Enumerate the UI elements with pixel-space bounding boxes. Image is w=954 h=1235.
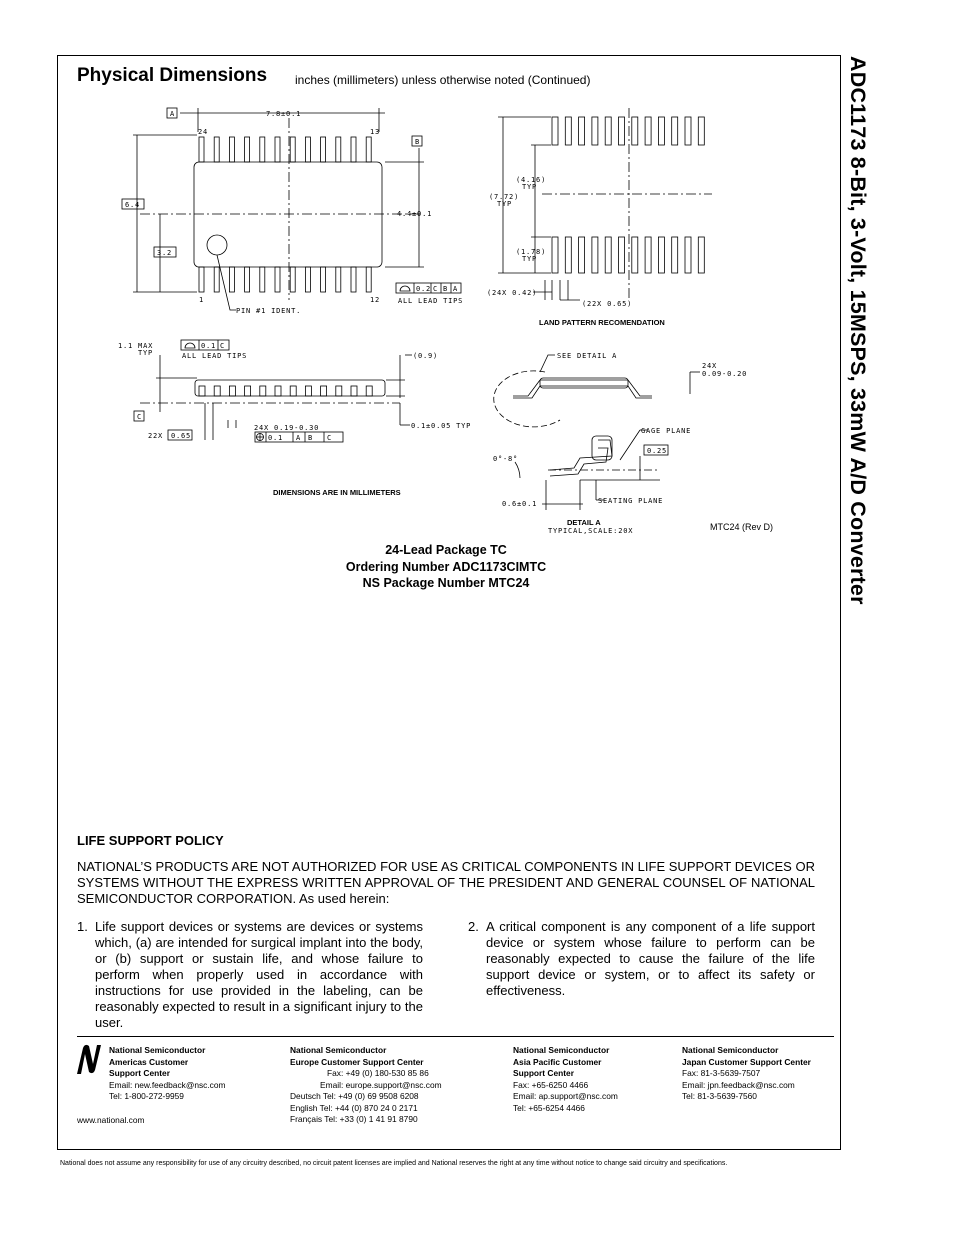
land-pad: [579, 237, 585, 273]
land-pad: [632, 237, 638, 273]
top-view-lead: [336, 137, 341, 162]
contact-europe: [290, 1045, 442, 1126]
land-7-72: (7.72): [489, 193, 520, 201]
land-pad: [672, 237, 678, 273]
website-link[interactable]: www.national.com: [77, 1115, 145, 1125]
land-typ-3: TYP: [522, 255, 538, 263]
land-pad: [658, 117, 664, 145]
europe-line-0: National Semiconductor: [290, 1045, 387, 1055]
life-support-item-1: [77, 919, 423, 1031]
datum-b-label: B: [415, 138, 421, 146]
tol-top-b: B: [443, 285, 449, 293]
end-lead-t: 24X: [702, 362, 718, 370]
package-line-1: 24-Lead Package TC: [385, 543, 507, 557]
side-tol-c: C: [220, 342, 226, 350]
package-info: [300, 542, 592, 592]
top-view-lead: [245, 267, 250, 292]
footer-divider: [77, 1036, 834, 1037]
side-view-lead: [275, 386, 281, 396]
dim-4-4: 4.4±0.1: [397, 210, 433, 218]
package-body-top-view: [194, 162, 382, 267]
asia-tel: Tel: +65-6254 4466: [513, 1102, 585, 1113]
land-pad: [565, 237, 571, 273]
land-24x: (24X 0.42): [487, 289, 538, 297]
land-22x: (22X 0.65): [582, 300, 633, 308]
top-view-lead: [245, 137, 250, 162]
side-view-lead: [229, 386, 235, 396]
land-pad: [619, 117, 625, 145]
japan-line-1: Japan Customer Support Center: [682, 1056, 811, 1067]
side-standoff: 0.1±0.05 TYP: [411, 422, 472, 430]
americas-line-2: Support Center: [109, 1068, 170, 1078]
land-pad: [672, 117, 678, 145]
package-body-end-view: [540, 378, 628, 388]
asia-fax: Fax: +65-6250 4466: [513, 1079, 589, 1090]
contact-japan: [682, 1045, 811, 1103]
side-view-lead: [199, 386, 205, 396]
life-support-body: NATIONAL’S PRODUCTS ARE NOT AUTHORIZED FOR USE AS CRITICAL COMPONENTS IN LIFE SUPPORT DEVICES OR SYSTEMS WITHOUT THE EXPRESS WRITTEN APPROVAL OF THE PRESIDENT AND GENERAL COUNSEL OF NATIONAL SEMICONDUCTOR CORPORATION. As used herein:: [77, 859, 815, 906]
side-pitch-prefix: 22X: [148, 432, 164, 440]
asia-line-2: Support Center: [513, 1068, 574, 1078]
top-view-lead: [199, 137, 204, 162]
land-pattern-title: LAND PATTERN RECOMENDATION: [539, 318, 665, 327]
americas-line-1: Americas Customer: [109, 1056, 189, 1067]
side-tol2-a: A: [296, 434, 302, 442]
contact-asia: [513, 1045, 618, 1114]
detail-gage-plane: GAGE PLANE: [641, 427, 692, 435]
top-view-lead: [366, 267, 371, 292]
europe-fax: Fax: +49 (0) 180-530 85 86: [327, 1068, 429, 1078]
side-datum-c: C: [137, 413, 143, 421]
side-tol2: 0.1: [268, 434, 284, 442]
all-lead-tips-top: ALL LEAD TIPS: [398, 297, 464, 305]
land-4-16: (4.16): [516, 176, 547, 184]
contact-americas: [109, 1045, 226, 1103]
side-view-lead: [245, 386, 251, 396]
japan-tel: Tel: 81-3-5639-7560: [682, 1091, 757, 1101]
top-view-lead: [305, 137, 310, 162]
top-view-lead: [321, 267, 326, 292]
side-tol2-c: C: [327, 434, 333, 442]
detail-lead: [550, 440, 612, 470]
land-pad: [645, 117, 651, 145]
side-max-h: 1.1 MAX: [118, 342, 154, 350]
pin1-ident-label: PIN #1 IDENT.: [236, 307, 302, 315]
detail-scale: TYPICAL,SCALE:20X: [548, 527, 634, 535]
europe-email[interactable]: Email: europe.support@nsc.com: [320, 1079, 442, 1090]
pin1-label: 1: [199, 296, 205, 304]
americas-email[interactable]: Email: new.feedback@nsc.com: [109, 1079, 226, 1090]
land-pad: [565, 117, 571, 145]
top-view-lead: [305, 267, 310, 292]
land-typ-1: TYP: [522, 183, 538, 191]
side-title: ADC1173 8-Bit, 3-Volt, 15MSPS, 33mW A/D Converter: [846, 56, 870, 605]
japan-line-0: National Semiconductor: [682, 1045, 779, 1055]
japan-fax: Fax: 81-3-5639-7507: [682, 1068, 761, 1078]
asia-line-1: Asia Pacific Customer: [513, 1056, 602, 1067]
note-millimeters: DIMENSIONS ARE IN MILLIMETERS: [273, 488, 401, 497]
side-pitch: 0.65: [171, 432, 192, 440]
top-view-lead: [336, 267, 341, 292]
revision-label: MTC24 (Rev D): [710, 522, 774, 532]
datum-a-label: A: [170, 110, 176, 118]
land-pad: [605, 117, 611, 145]
top-view-lead: [321, 137, 326, 162]
top-view-lead: [275, 267, 280, 292]
side-view-lead: [305, 386, 311, 396]
dim-6-4: 6.4: [125, 201, 141, 209]
asia-email[interactable]: Email: ap.support@nsc.com: [513, 1091, 618, 1101]
national-logo-icon: [74, 1042, 104, 1076]
top-view-lead: [199, 267, 204, 292]
top-view-lead: [260, 137, 265, 162]
detail-foot: 0.6±0.1: [502, 500, 538, 508]
pin13-label: 13: [370, 128, 381, 136]
side-tol2-b: B: [308, 434, 314, 442]
tol-top-a: A: [453, 285, 459, 293]
land-pad: [685, 237, 691, 273]
detail-title: DETAIL A: [567, 518, 601, 527]
dim-3-2: 3.2: [157, 249, 173, 257]
side-view-lead: [336, 386, 342, 396]
land-pad: [619, 237, 625, 273]
land-pad: [605, 237, 611, 273]
package-drawing: [57, 95, 797, 540]
detail-seating-plane: SEATING PLANE: [598, 497, 664, 505]
europe-line-1: Europe Customer Support Center: [290, 1056, 424, 1067]
see-detail-a: SEE DETAIL A: [557, 352, 618, 360]
side-view-lead: [214, 386, 220, 396]
europe-fr: Français Tel: +33 (0) 1 41 91 8790: [290, 1114, 418, 1124]
package-line-2: Ordering Number ADC1173CIMTC: [345, 559, 547, 574]
top-view-lead: [229, 137, 234, 162]
top-width-dim: 7.8±0.1: [266, 110, 302, 118]
side-typ: TYP: [138, 349, 154, 357]
disclaimer: National does not assume any responsibility for use of any circuitry described, no circuit patent licenses are implied and National reserves the right at any time without notice to change said circuitry and specifications.: [60, 1160, 728, 1167]
top-view-lead: [290, 137, 295, 162]
section-subtitle: inches (millimeters) unless otherwise noted (Continued): [295, 73, 591, 87]
item-2-text: A critical component is any component of a life support device or system whose failure to perform can be reasonably expected to cause the failure of the life support device or system, or to affect its safety or effectiveness.: [486, 919, 815, 998]
item-1-text: Life support devices or systems are devices or systems which, (a) are intended for surgical implant into the body, or (b) support or sustain life, and whose failure to perform when properly used in accordance with instructions for use provided in the labeling, can be reasonably expected to result in a significant injury to the user.: [95, 919, 423, 1030]
tol-top-c: C: [433, 285, 439, 293]
pin1-ident-circle: [207, 235, 227, 255]
europe-en: English Tel: +44 (0) 870 24 0 2171: [290, 1102, 418, 1113]
land-pad: [632, 117, 638, 145]
americas-line-0: National Semiconductor: [109, 1045, 206, 1055]
top-view-lead: [260, 267, 265, 292]
detail-angle: 0°-8°: [493, 455, 519, 463]
land-pad: [698, 117, 704, 145]
asia-line-0: National Semiconductor: [513, 1045, 610, 1055]
land-pad: [579, 117, 585, 145]
side-lead-w: 24X 0.19-0.30: [254, 424, 320, 432]
land-pad: [658, 237, 664, 273]
land-pad: [552, 117, 558, 145]
life-support-item-2: [468, 919, 815, 999]
top-view-lead: [275, 137, 280, 162]
europe-de: Deutsch Tel: +49 (0) 69 9508 6208: [290, 1091, 419, 1101]
side-view-lead: [260, 386, 266, 396]
pin12-label: 12: [370, 296, 381, 304]
japan-email[interactable]: Email: jpn.feedback@nsc.com: [682, 1079, 795, 1090]
top-view-lead: [351, 267, 356, 292]
land-pad: [698, 237, 704, 273]
detail-gage-val: 0.25: [647, 447, 668, 455]
end-lead-t-val: 0.09-0.20: [702, 370, 748, 378]
item-2-number: 2.: [468, 919, 479, 934]
land-pad: [645, 237, 651, 273]
land-pad: [552, 237, 558, 273]
side-view-lead: [351, 386, 357, 396]
top-view-lead: [229, 267, 234, 292]
item-1-number: 1.: [77, 919, 88, 934]
land-1-78: (1.78): [516, 248, 547, 256]
side-0-9: (0.9): [413, 352, 439, 360]
side-tol-value: 0.1: [201, 342, 217, 350]
top-view-lead: [214, 267, 219, 292]
side-view-lead: [290, 386, 296, 396]
land-pad: [592, 117, 598, 145]
land-typ-2: TYP: [497, 200, 513, 208]
top-view-lead: [351, 137, 356, 162]
life-support-heading: LIFE SUPPORT POLICY: [77, 833, 224, 848]
top-view-lead: [290, 267, 295, 292]
section-title: Physical Dimensions: [77, 65, 268, 86]
side-view-lead: [321, 386, 327, 396]
side-view-lead: [366, 386, 372, 396]
top-view-lead: [214, 137, 219, 162]
land-pad: [592, 237, 598, 273]
top-view-lead: [366, 137, 371, 162]
pin24-label: 24: [198, 128, 209, 136]
all-lead-tips-side: ALL LEAD TIPS: [182, 352, 248, 360]
package-line-3: NS Package Number MTC24: [362, 576, 530, 590]
land-pad: [685, 117, 691, 145]
tol-top-value: 0.2: [416, 285, 432, 293]
americas-tel: Tel: 1-800-272-9959: [109, 1091, 184, 1101]
